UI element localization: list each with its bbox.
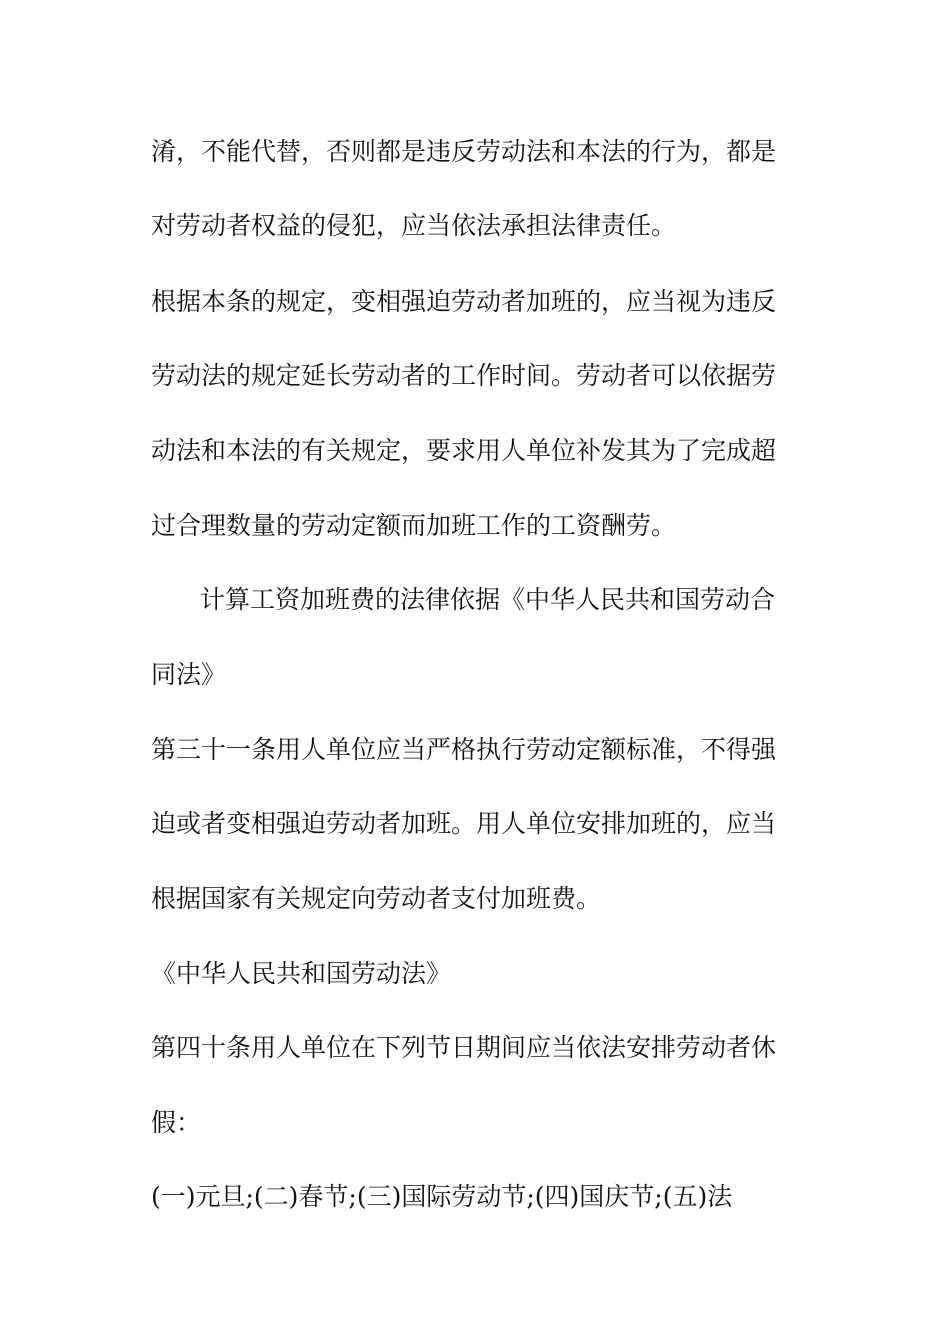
body-text-line: 第四十条用人单位在下列节日期间应当依法安排劳动者休 [151,1033,777,1062]
body-text-line: 根据国家有关规定向劳动者支付加班费。 [151,884,602,913]
body-text-line: 淆，不能代替，否则都是违反劳动法和本法的行为，都是 [151,137,777,166]
body-text-line: 同法》 [151,660,227,689]
body-text-line: 动法和本法的有关规定，要求用人单位补发其为了完成超 [151,436,777,465]
law-title-line: 《中华人民共和国劳动法》 [151,959,452,988]
body-text-line: 假： [151,1108,202,1137]
body-text-line: 计算工资加班费的法律依据《中华人民共和国劳动合 [200,585,776,614]
body-text-line: 迫或者变相强迫劳动者加班。用人单位安排加班的，应当 [151,809,777,838]
body-text-line: 根据本条的规定，变相强迫劳动者加班的，应当视为违反 [151,287,777,316]
body-text-line: 过合理数量的劳动定额而加班工作的工资酬劳。 [151,511,677,540]
body-text-line: 劳动法的规定延长劳动者的工作时间。劳动者可以依据劳 [151,361,777,390]
body-text-line: (一)元旦;(二)春节;(三)国际劳动节;(四)国庆节;(五)法 [151,1182,733,1211]
body-text-line: 对劳动者权益的侵犯，应当依法承担法律责任。 [151,211,677,240]
body-text-line: 第三十一条用人单位应当严格执行劳动定额标准，不得强 [151,735,777,764]
